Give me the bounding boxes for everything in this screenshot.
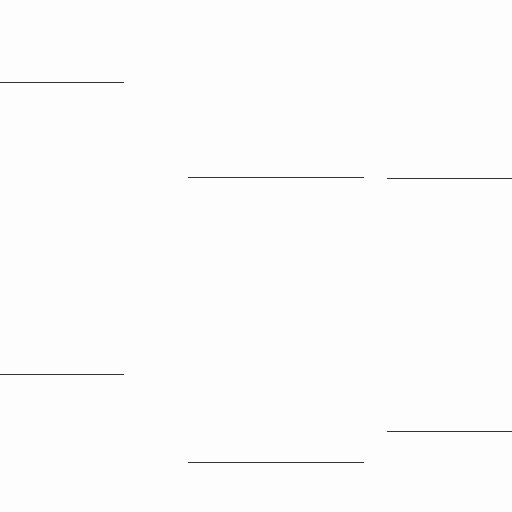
separator-rule xyxy=(387,431,512,432)
separator-rule xyxy=(0,82,124,83)
separator-rule xyxy=(387,178,512,179)
separator-rule xyxy=(0,374,124,375)
separator-rule xyxy=(188,177,364,178)
separator-rule xyxy=(188,462,364,463)
